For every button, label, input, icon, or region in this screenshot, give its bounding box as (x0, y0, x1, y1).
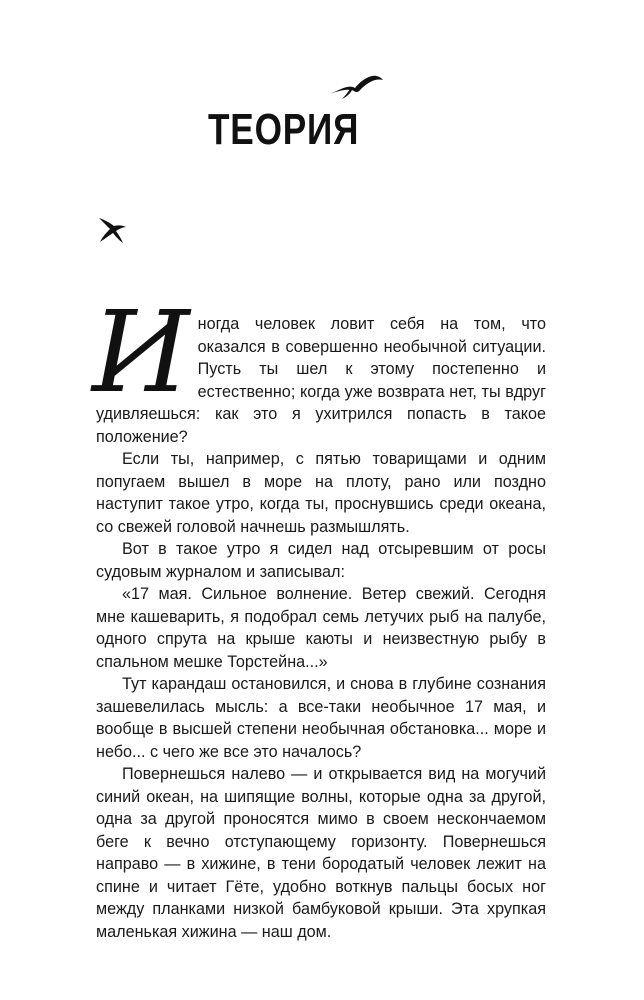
paragraph: Повернешься налево — и открывается вид на могучий синий океан, на шипящие волны, которые одна за другой, одна за другой проносятся мимо в своем нескончаемом беге к вечно отступающему горизонту. Повернешься направо — в хижине, в тени бородатый человек лежит на спине и читает Гёте, удобно воткнув пальцы босых ног между планками низкой бамбуковой крыши. Эта хрупкая маленькая хижина — наш дом. (96, 765, 546, 941)
drop-cap: И (92, 288, 190, 418)
seagull-icon (328, 72, 384, 102)
chapter-body (92, 288, 546, 943)
paragraph: Тут карандаш остановился, и снова в глубине сознания зашевелилась мысль: а все-таки необычное 17 мая, и вообще в высшей степени необычная обстановка... море и небо... с чего же все это началось? (96, 675, 546, 761)
paragraph: Вот в такое утро я сидел над отсыревшим от росы судовым журналом и записывал: (96, 540, 546, 581)
chapter-title: ТЕОРИЯ (208, 105, 360, 154)
bird-icon (97, 212, 127, 246)
paragraph: Если ты, например, с пятью товарищами и одним попугаем вышел в море на плоту, рано или поздно наступит такое утро, когда ты, проснувшись среди океана, со свежей головой начнешь размышлять. (96, 450, 546, 536)
paragraph (92, 288, 546, 448)
paragraph-text: ногда человек ловит себя на том, что оказался в совершенно необычной ситуации. Пусть ты шел к этому постепенно и естественно; когда уже возврата нет, ты вдруг удивляешься: как это я ухитрился попасть в такое положение? (96, 315, 546, 446)
paragraph: «17 мая. Сильное волнение. Ветер свежий. Сегодня мне кашеварить, я подобрал семь летучих рыб на палубе, одного спрута на крыше каюты и неизвестную рыбу в спальном мешке Торстейна...» (96, 585, 546, 671)
